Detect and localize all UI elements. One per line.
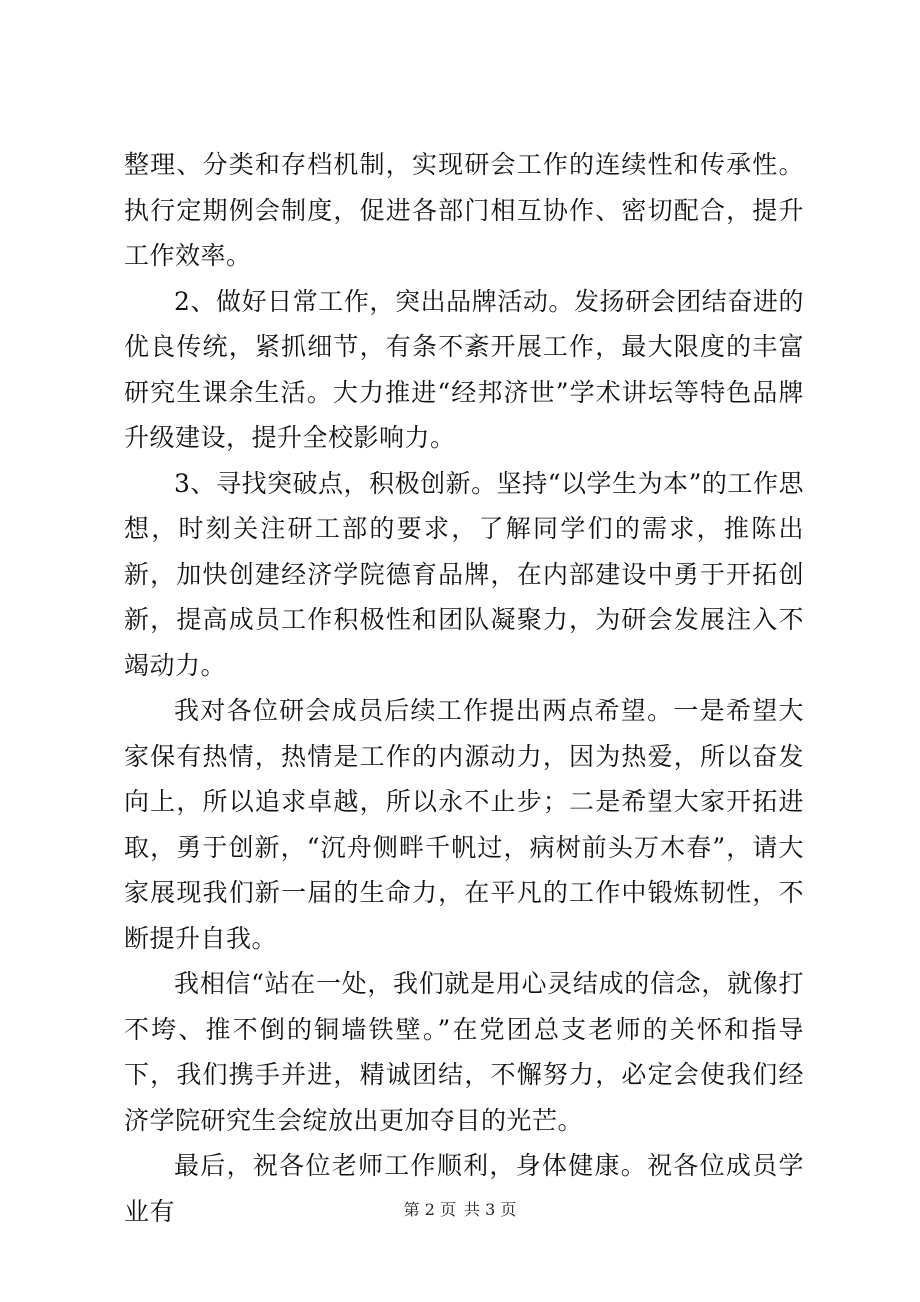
paragraph-3: 3、寻找突破点，积极创新。坚持“以学生为本”的工作思想，时刻关注研工部的要求，了解同学们的需求，推陈出新，加快创建经济学院德育品牌，在内部建设中勇于开拓创新，提高成员工作积极性和团队凝聚力，为研会发展注入不竭动力。 — [124, 468, 804, 680]
page-number-current: 第 2 页 — [403, 1200, 456, 1219]
paragraph-1: 整理、分类和存档机制，实现研会工作的连续性和传承性。执行定期例会制度，促进各部门相互协作、密切配合，提升工作效率。 — [124, 150, 804, 270]
paragraph-5: 我相信“站在一处，我们就是用心灵结成的信念，就像打不垮、推不倒的铜墙铁壁。”在党团总支老师的关怀和指导下，我们携手并进，精诚团结，不懈努力，必定会使我们经济学院研究生会绽放出更加夺目的光芒。 — [124, 969, 804, 1135]
page-number-total: 共 3 页 — [464, 1200, 517, 1219]
page-footer — [0, 1198, 920, 1222]
paragraph-6: 最后，祝各位老师工作顺利，身体健康。祝各位成员学业有 — [124, 1151, 804, 1226]
paragraph-4: 我对各位研会成员后续工作提出两点希望。一是希望大家保有热情，热情是工作的内源动力，因为热爱，所以奋发向上，所以追求卓越，所以永不止步；二是希望大家开拓进取，勇于创新，“沉舟侧畔千帆过，病树前头万木春”，请大家展现我们新一届的生命力，在平凡的工作中锻炼韧性，不断提升自我。 — [124, 696, 804, 953]
document-body — [124, 142, 804, 1234]
paragraph-2: 2、做好日常工作，突出品牌活动。发扬研会团结奋进的优良传统，紧抓细节，有条不紊开展工作，最大限度的丰富研究生课余生活。大力推进“经邦济世”学术讲坛等特色品牌升级建设，提升全校影响力。 — [124, 286, 804, 452]
